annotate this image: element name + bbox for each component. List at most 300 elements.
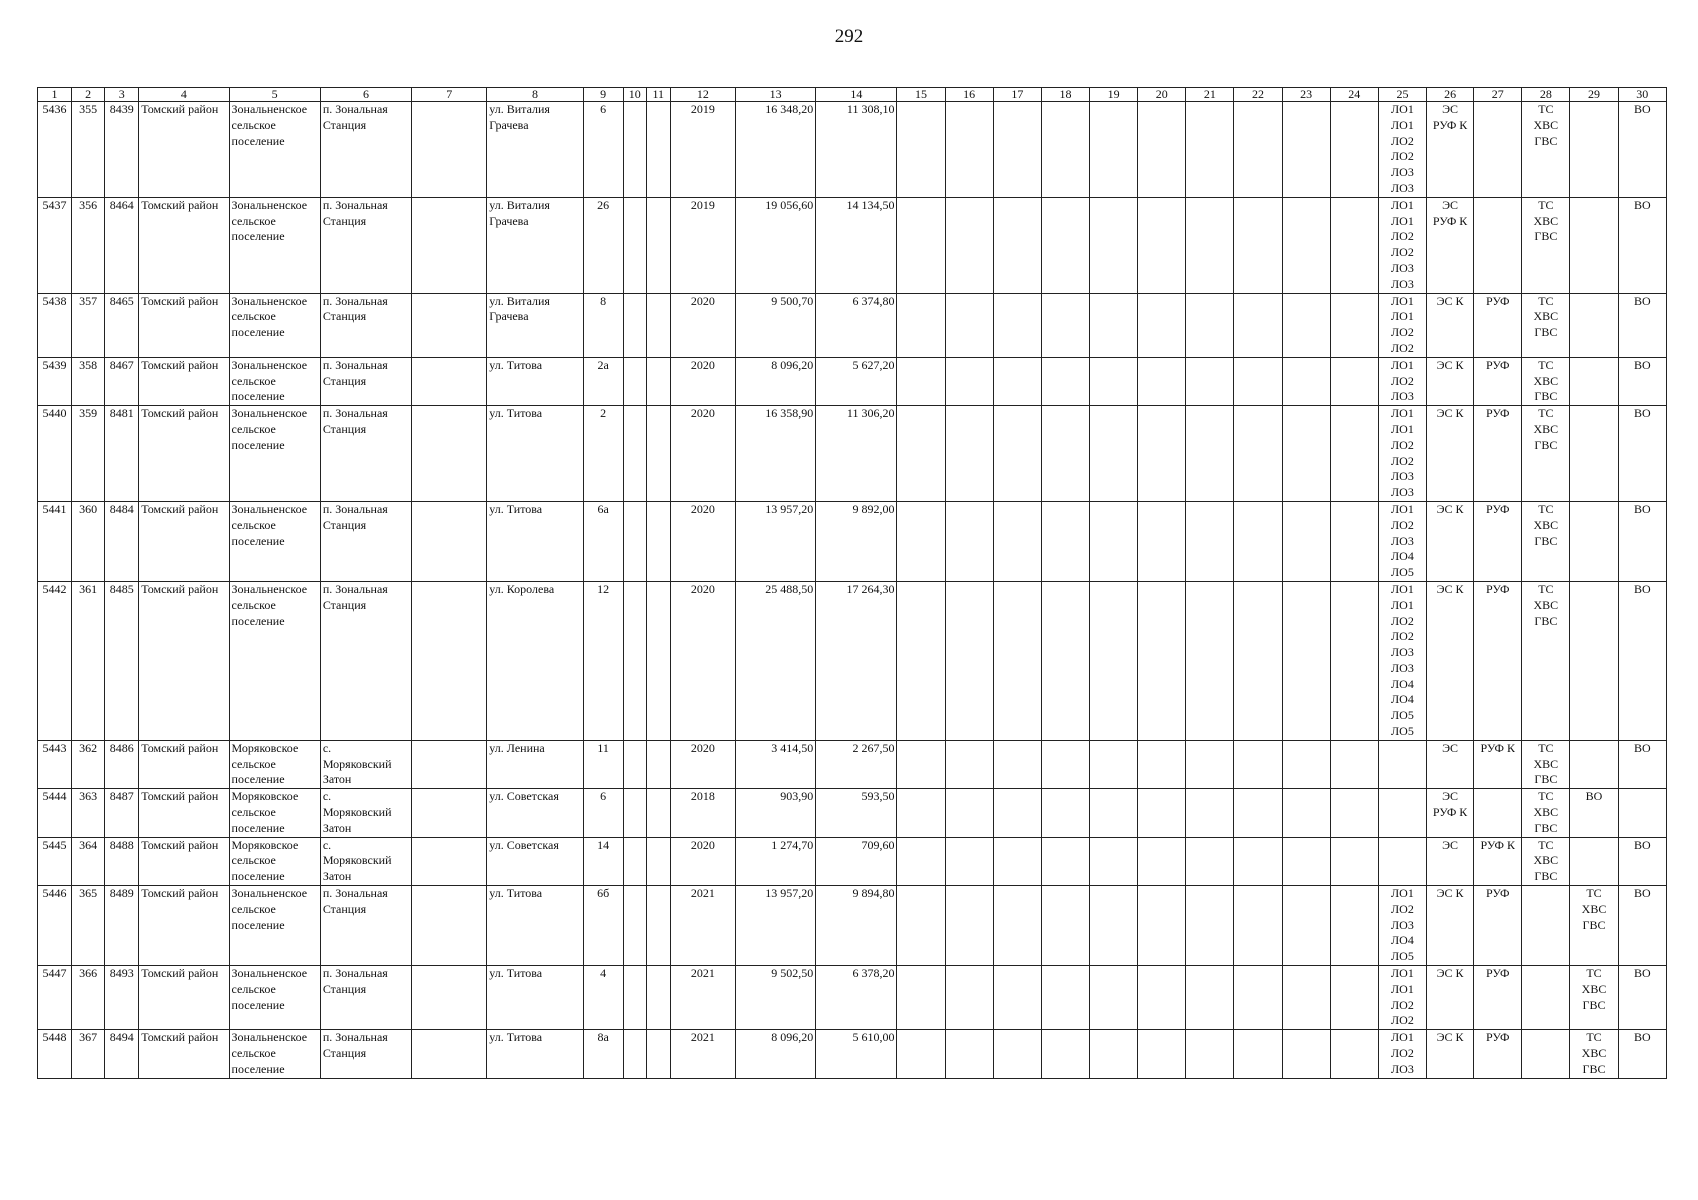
- cell-col-15: [897, 501, 945, 581]
- cell-col-1: 5443: [38, 740, 72, 788]
- cell-col-4: Томский район: [139, 197, 229, 293]
- cell-col-4: Томский район: [139, 406, 229, 502]
- cell-col-3: 8493: [105, 966, 139, 1030]
- cell-col-2: 366: [72, 966, 105, 1030]
- cell-col-22: [1234, 357, 1282, 405]
- cell-col-30: ВО: [1618, 293, 1666, 357]
- cell-col-2: 359: [72, 406, 105, 502]
- cell-col-29: ТС ХВС ГВС: [1570, 886, 1618, 966]
- cell-col-12: 2021: [670, 1030, 735, 1078]
- cell-col-7: [412, 501, 487, 581]
- register-table: [37, 87, 1667, 1079]
- cell-col-27: РУФ К: [1474, 740, 1522, 788]
- cell-col-25: ЛО1 ЛО1 ЛО2 ЛО2 ЛО3 ЛО3 ЛО4 ЛО4 ЛО5 ЛО5: [1378, 581, 1426, 740]
- cell-col-7: [412, 886, 487, 966]
- cell-col-5: Зональненское сельское поселение: [229, 406, 320, 502]
- cell-col-1: 5445: [38, 837, 72, 885]
- cell-col-14: 14 134,50: [816, 197, 897, 293]
- cell-col-29: [1570, 102, 1618, 198]
- cell-col-21: [1186, 406, 1234, 502]
- cell-col-12: 2020: [670, 740, 735, 788]
- cell-col-19: [1090, 102, 1138, 198]
- cell-col-30: ВО: [1618, 102, 1666, 198]
- cell-col-17: [993, 837, 1041, 885]
- cell-col-23: [1282, 740, 1330, 788]
- cell-col-21: [1186, 357, 1234, 405]
- cell-col-23: [1282, 886, 1330, 966]
- cell-col-7: [412, 789, 487, 837]
- cell-col-15: [897, 789, 945, 837]
- cell-col-10: [623, 197, 646, 293]
- cell-col-1: 5440: [38, 406, 72, 502]
- cell-col-11: [646, 740, 670, 788]
- cell-col-12: 2021: [670, 886, 735, 966]
- cell-col-19: [1090, 740, 1138, 788]
- cell-col-8: ул. Титова: [487, 406, 583, 502]
- cell-col-6: с. Моряковский Затон: [320, 740, 411, 788]
- cell-col-26: ЭС К: [1427, 1030, 1474, 1078]
- table-body: [38, 102, 1667, 1079]
- cell-col-3: 8484: [105, 501, 139, 581]
- cell-col-14: 2 267,50: [816, 740, 897, 788]
- cell-col-1: 5436: [38, 102, 72, 198]
- table-row: [38, 581, 1667, 740]
- cell-col-10: [623, 293, 646, 357]
- cell-col-20: [1138, 102, 1186, 198]
- cell-col-22: [1234, 789, 1282, 837]
- cell-col-14: 6 374,80: [816, 293, 897, 357]
- cell-col-7: [412, 837, 487, 885]
- cell-col-27: РУФ: [1474, 406, 1522, 502]
- cell-col-22: [1234, 293, 1282, 357]
- cell-col-29: [1570, 501, 1618, 581]
- cell-col-8: ул. Виталия Грачева: [487, 293, 583, 357]
- cell-col-13: 13 957,20: [736, 886, 816, 966]
- cell-col-12: 2020: [670, 581, 735, 740]
- cell-col-10: [623, 102, 646, 198]
- cell-col-2: 355: [72, 102, 105, 198]
- cell-col-11: [646, 102, 670, 198]
- cell-col-1: 5439: [38, 357, 72, 405]
- cell-col-13: 3 414,50: [736, 740, 816, 788]
- cell-col-6: п. Зональная Станция: [320, 581, 411, 740]
- cell-col-21: [1186, 102, 1234, 198]
- cell-col-29: [1570, 740, 1618, 788]
- cell-col-30: ВО: [1618, 501, 1666, 581]
- cell-col-21: [1186, 197, 1234, 293]
- cell-col-22: [1234, 837, 1282, 885]
- cell-col-22: [1234, 1030, 1282, 1078]
- cell-col-20: [1138, 740, 1186, 788]
- cell-col-29: ВО: [1570, 789, 1618, 837]
- cell-col-22: [1234, 740, 1282, 788]
- cell-col-11: [646, 837, 670, 885]
- cell-col-8: ул. Титова: [487, 1030, 583, 1078]
- cell-col-16: [945, 837, 993, 885]
- cell-col-26: ЭС: [1427, 740, 1474, 788]
- cell-col-2: 358: [72, 357, 105, 405]
- cell-col-7: [412, 102, 487, 198]
- cell-col-25: [1378, 740, 1426, 788]
- cell-col-30: ВО: [1618, 886, 1666, 966]
- cell-col-24: [1330, 501, 1378, 581]
- cell-col-8: ул. Виталия Грачева: [487, 102, 583, 198]
- column-header: 9: [583, 88, 623, 102]
- cell-col-21: [1186, 789, 1234, 837]
- cell-col-22: [1234, 197, 1282, 293]
- cell-col-12: 2019: [670, 102, 735, 198]
- cell-col-17: [993, 293, 1041, 357]
- cell-col-15: [897, 966, 945, 1030]
- cell-col-22: [1234, 501, 1282, 581]
- cell-col-5: Зональненское сельское поселение: [229, 197, 320, 293]
- cell-col-4: Томский район: [139, 1030, 229, 1078]
- cell-col-4: Томский район: [139, 837, 229, 885]
- cell-col-29: ТС ХВС ГВС: [1570, 1030, 1618, 1078]
- cell-col-22: [1234, 886, 1282, 966]
- cell-col-6: п. Зональная Станция: [320, 357, 411, 405]
- cell-col-3: 8465: [105, 293, 139, 357]
- cell-col-3: 8494: [105, 1030, 139, 1078]
- cell-col-5: Зональненское сельское поселение: [229, 293, 320, 357]
- cell-col-9: 8: [583, 293, 623, 357]
- cell-col-22: [1234, 581, 1282, 740]
- cell-col-28: ТС ХВС ГВС: [1522, 501, 1570, 581]
- cell-col-16: [945, 501, 993, 581]
- cell-col-7: [412, 357, 487, 405]
- table-row: [38, 886, 1667, 966]
- cell-col-10: [623, 1030, 646, 1078]
- cell-col-10: [623, 886, 646, 966]
- cell-col-16: [945, 197, 993, 293]
- cell-col-17: [993, 357, 1041, 405]
- cell-col-25: ЛО1 ЛО1 ЛО2 ЛО2 ЛО3 ЛО3: [1378, 197, 1426, 293]
- column-number-row: [38, 88, 1667, 102]
- cell-col-13: 13 957,20: [736, 501, 816, 581]
- cell-col-28: ТС ХВС ГВС: [1522, 357, 1570, 405]
- cell-col-8: ул. Титова: [487, 966, 583, 1030]
- cell-col-24: [1330, 1030, 1378, 1078]
- cell-col-26: ЭС К: [1427, 406, 1474, 502]
- cell-col-19: [1090, 966, 1138, 1030]
- cell-col-5: Моряковское сельское поселение: [229, 740, 320, 788]
- cell-col-23: [1282, 102, 1330, 198]
- cell-col-13: 8 096,20: [736, 357, 816, 405]
- cell-col-25: [1378, 789, 1426, 837]
- cell-col-4: Томский район: [139, 102, 229, 198]
- column-header: 18: [1041, 88, 1089, 102]
- cell-col-6: п. Зональная Станция: [320, 886, 411, 966]
- cell-col-17: [993, 406, 1041, 502]
- cell-col-23: [1282, 357, 1330, 405]
- cell-col-23: [1282, 789, 1330, 837]
- cell-col-15: [897, 886, 945, 966]
- cell-col-25: ЛО1 ЛО1 ЛО2 ЛО2 ЛО3 ЛО3: [1378, 406, 1426, 502]
- cell-col-25: ЛО1 ЛО2 ЛО3 ЛО4 ЛО5: [1378, 501, 1426, 581]
- cell-col-14: 11 308,10: [816, 102, 897, 198]
- cell-col-16: [945, 357, 993, 405]
- cell-col-11: [646, 197, 670, 293]
- cell-col-19: [1090, 357, 1138, 405]
- cell-col-2: 362: [72, 740, 105, 788]
- cell-col-29: [1570, 581, 1618, 740]
- column-header: 12: [670, 88, 735, 102]
- table-row: [38, 1030, 1667, 1078]
- cell-col-7: [412, 197, 487, 293]
- cell-col-8: ул. Королева: [487, 581, 583, 740]
- column-header: 30: [1618, 88, 1666, 102]
- cell-col-14: 6 378,20: [816, 966, 897, 1030]
- cell-col-18: [1041, 966, 1089, 1030]
- cell-col-9: 6: [583, 102, 623, 198]
- cell-col-14: 11 306,20: [816, 406, 897, 502]
- cell-col-13: 16 358,90: [736, 406, 816, 502]
- cell-col-21: [1186, 501, 1234, 581]
- cell-col-18: [1041, 406, 1089, 502]
- cell-col-10: [623, 966, 646, 1030]
- cell-col-26: ЭС К: [1427, 501, 1474, 581]
- cell-col-17: [993, 740, 1041, 788]
- cell-col-6: п. Зональная Станция: [320, 102, 411, 198]
- cell-col-9: 4: [583, 966, 623, 1030]
- cell-col-16: [945, 1030, 993, 1078]
- cell-col-21: [1186, 740, 1234, 788]
- cell-col-4: Томский район: [139, 357, 229, 405]
- cell-col-15: [897, 102, 945, 198]
- cell-col-18: [1041, 102, 1089, 198]
- cell-col-3: 8488: [105, 837, 139, 885]
- cell-col-20: [1138, 406, 1186, 502]
- cell-col-1: 5442: [38, 581, 72, 740]
- cell-col-11: [646, 966, 670, 1030]
- cell-col-27: [1474, 197, 1522, 293]
- cell-col-18: [1041, 293, 1089, 357]
- cell-col-27: РУФ: [1474, 501, 1522, 581]
- cell-col-1: 5438: [38, 293, 72, 357]
- cell-col-17: [993, 886, 1041, 966]
- cell-col-21: [1186, 966, 1234, 1030]
- cell-col-19: [1090, 501, 1138, 581]
- cell-col-27: РУФ: [1474, 966, 1522, 1030]
- cell-col-19: [1090, 197, 1138, 293]
- table-row: [38, 501, 1667, 581]
- cell-col-3: 8486: [105, 740, 139, 788]
- cell-col-15: [897, 837, 945, 885]
- cell-col-9: 11: [583, 740, 623, 788]
- cell-col-16: [945, 293, 993, 357]
- cell-col-19: [1090, 837, 1138, 885]
- cell-col-18: [1041, 837, 1089, 885]
- cell-col-4: Томский район: [139, 293, 229, 357]
- column-header: 17: [993, 88, 1041, 102]
- column-header: 8: [487, 88, 583, 102]
- cell-col-19: [1090, 406, 1138, 502]
- cell-col-13: 903,90: [736, 789, 816, 837]
- cell-col-12: 2018: [670, 789, 735, 837]
- column-header: 16: [945, 88, 993, 102]
- cell-col-11: [646, 886, 670, 966]
- cell-col-8: ул. Ленина: [487, 740, 583, 788]
- cell-col-20: [1138, 837, 1186, 885]
- cell-col-10: [623, 357, 646, 405]
- column-header: 27: [1474, 88, 1522, 102]
- cell-col-5: Зональненское сельское поселение: [229, 102, 320, 198]
- cell-col-7: [412, 966, 487, 1030]
- cell-col-11: [646, 1030, 670, 1078]
- cell-col-30: ВО: [1618, 197, 1666, 293]
- cell-col-16: [945, 102, 993, 198]
- cell-col-30: ВО: [1618, 1030, 1666, 1078]
- cell-col-16: [945, 789, 993, 837]
- cell-col-21: [1186, 581, 1234, 740]
- cell-col-30: ВО: [1618, 581, 1666, 740]
- cell-col-24: [1330, 740, 1378, 788]
- cell-col-6: п. Зональная Станция: [320, 293, 411, 357]
- cell-col-23: [1282, 406, 1330, 502]
- cell-col-6: п. Зональная Станция: [320, 966, 411, 1030]
- column-header: 20: [1138, 88, 1186, 102]
- cell-col-3: 8489: [105, 886, 139, 966]
- cell-col-21: [1186, 837, 1234, 885]
- column-header: 23: [1282, 88, 1330, 102]
- cell-col-13: 9 502,50: [736, 966, 816, 1030]
- cell-col-13: 16 348,20: [736, 102, 816, 198]
- table-row: [38, 789, 1667, 837]
- cell-col-23: [1282, 837, 1330, 885]
- cell-col-20: [1138, 789, 1186, 837]
- cell-col-17: [993, 501, 1041, 581]
- cell-col-2: 367: [72, 1030, 105, 1078]
- cell-col-24: [1330, 197, 1378, 293]
- cell-col-5: Зональненское сельское поселение: [229, 1030, 320, 1078]
- cell-col-30: ВО: [1618, 357, 1666, 405]
- cell-col-11: [646, 581, 670, 740]
- cell-col-30: ВО: [1618, 837, 1666, 885]
- cell-col-12: 2020: [670, 501, 735, 581]
- cell-col-29: [1570, 357, 1618, 405]
- cell-col-11: [646, 501, 670, 581]
- cell-col-3: 8464: [105, 197, 139, 293]
- cell-col-15: [897, 406, 945, 502]
- cell-col-15: [897, 581, 945, 740]
- cell-col-12: 2020: [670, 406, 735, 502]
- cell-col-23: [1282, 966, 1330, 1030]
- cell-col-19: [1090, 581, 1138, 740]
- column-header: 7: [412, 88, 487, 102]
- cell-col-9: 2: [583, 406, 623, 502]
- cell-col-27: РУФ К: [1474, 837, 1522, 885]
- cell-col-3: 8439: [105, 102, 139, 198]
- cell-col-17: [993, 197, 1041, 293]
- cell-col-11: [646, 406, 670, 502]
- cell-col-27: [1474, 789, 1522, 837]
- column-header: 19: [1090, 88, 1138, 102]
- cell-col-24: [1330, 789, 1378, 837]
- cell-col-23: [1282, 293, 1330, 357]
- cell-col-3: 8467: [105, 357, 139, 405]
- cell-col-17: [993, 581, 1041, 740]
- cell-col-6: п. Зональная Станция: [320, 1030, 411, 1078]
- cell-col-26: ЭС К: [1427, 966, 1474, 1030]
- cell-col-3: 8481: [105, 406, 139, 502]
- table-row: [38, 293, 1667, 357]
- cell-col-5: Зональненское сельское поселение: [229, 966, 320, 1030]
- cell-col-9: 6б: [583, 886, 623, 966]
- cell-col-15: [897, 357, 945, 405]
- cell-col-19: [1090, 886, 1138, 966]
- cell-col-27: РУФ: [1474, 357, 1522, 405]
- cell-col-7: [412, 581, 487, 740]
- cell-col-18: [1041, 581, 1089, 740]
- table-row: [38, 837, 1667, 885]
- table-row: [38, 966, 1667, 1030]
- cell-col-24: [1330, 406, 1378, 502]
- cell-col-9: 14: [583, 837, 623, 885]
- cell-col-15: [897, 197, 945, 293]
- cell-col-3: 8485: [105, 581, 139, 740]
- column-header: 4: [139, 88, 229, 102]
- cell-col-27: РУФ: [1474, 293, 1522, 357]
- cell-col-25: ЛО1 ЛО2 ЛО3: [1378, 1030, 1426, 1078]
- cell-col-27: РУФ: [1474, 581, 1522, 740]
- cell-col-5: Зональненское сельское поселение: [229, 501, 320, 581]
- cell-col-1: 5437: [38, 197, 72, 293]
- cell-col-24: [1330, 293, 1378, 357]
- column-header: 15: [897, 88, 945, 102]
- cell-col-22: [1234, 102, 1282, 198]
- cell-col-18: [1041, 740, 1089, 788]
- cell-col-21: [1186, 293, 1234, 357]
- cell-col-6: с. Моряковский Затон: [320, 837, 411, 885]
- cell-col-17: [993, 789, 1041, 837]
- cell-col-29: [1570, 837, 1618, 885]
- cell-col-23: [1282, 1030, 1330, 1078]
- cell-col-5: Моряковское сельское поселение: [229, 837, 320, 885]
- cell-col-28: ТС ХВС ГВС: [1522, 293, 1570, 357]
- cell-col-7: [412, 406, 487, 502]
- cell-col-27: РУФ: [1474, 886, 1522, 966]
- page-number: 292: [834, 26, 864, 47]
- cell-col-27: [1474, 102, 1522, 198]
- column-header: 24: [1330, 88, 1378, 102]
- cell-col-4: Томский район: [139, 886, 229, 966]
- cell-col-16: [945, 886, 993, 966]
- cell-col-26: ЭС К: [1427, 357, 1474, 405]
- table-row: [38, 740, 1667, 788]
- cell-col-29: [1570, 293, 1618, 357]
- cell-col-14: 17 264,30: [816, 581, 897, 740]
- cell-col-18: [1041, 501, 1089, 581]
- table-row: [38, 102, 1667, 198]
- column-header: 26: [1427, 88, 1474, 102]
- cell-col-18: [1041, 789, 1089, 837]
- column-header: 22: [1234, 88, 1282, 102]
- table-row: [38, 406, 1667, 502]
- cell-col-4: Томский район: [139, 581, 229, 740]
- cell-col-26: ЭС: [1427, 837, 1474, 885]
- cell-col-9: 12: [583, 581, 623, 740]
- cell-col-16: [945, 406, 993, 502]
- cell-col-6: п. Зональная Станция: [320, 406, 411, 502]
- cell-col-23: [1282, 581, 1330, 740]
- cell-col-27: РУФ: [1474, 1030, 1522, 1078]
- cell-col-10: [623, 406, 646, 502]
- cell-col-25: ЛО1 ЛО1 ЛО2 ЛО2: [1378, 966, 1426, 1030]
- cell-col-4: Томский район: [139, 501, 229, 581]
- cell-col-1: 5441: [38, 501, 72, 581]
- cell-col-15: [897, 740, 945, 788]
- cell-col-6: с. Моряковский Затон: [320, 789, 411, 837]
